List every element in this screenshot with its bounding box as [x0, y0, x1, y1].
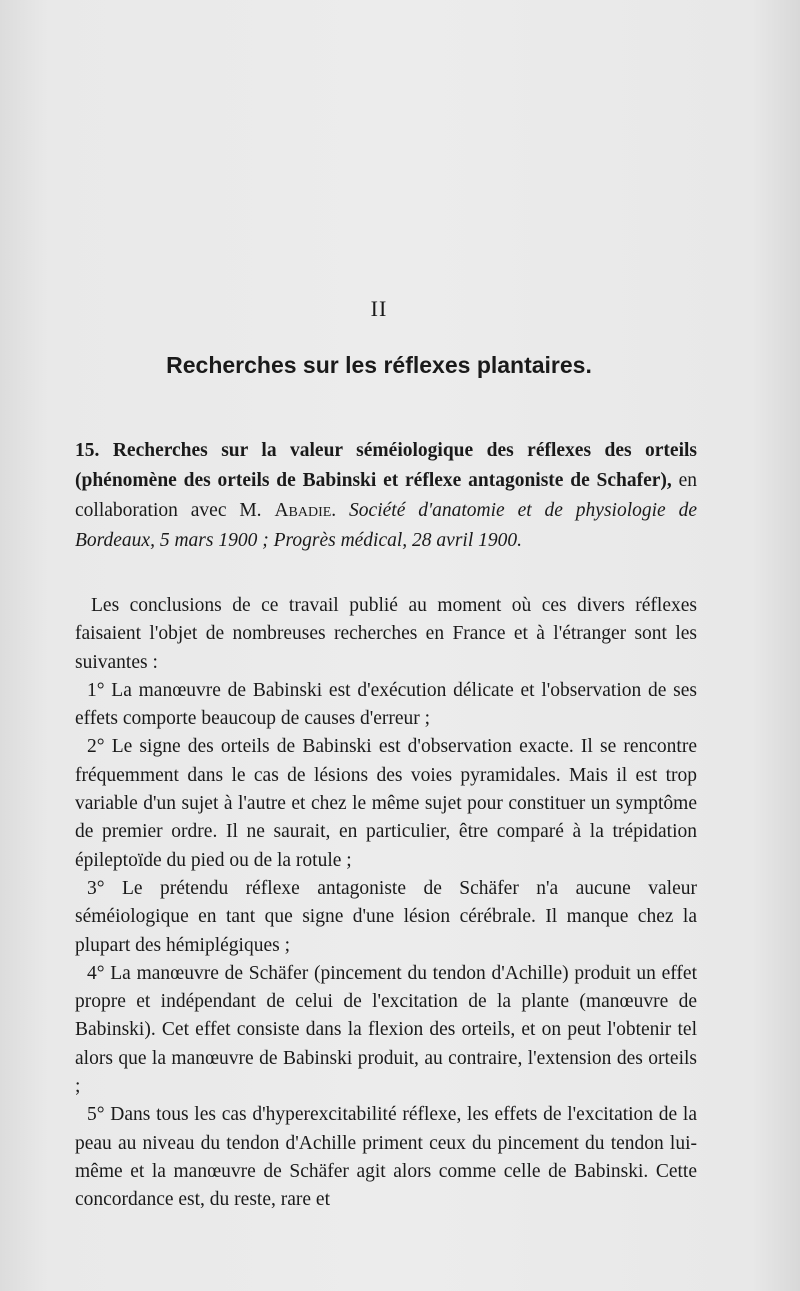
entry-source: Société d'anatomie et de physiologie de Bordeaux, 5 mars 1900 ; Progrès médical, 28 avril 1900.	[75, 500, 697, 551]
body-text	[75, 592, 697, 1215]
conclusion-point-4: 4° La manœuvre de Schäfer (pincement du tendon d'Achille) produit un effet propre et indépendant de celui de l'excitation de la plante (manœuvre de Babinski). Cet effet consiste dans la flexion des orteils, et on peut l'obtenir tel alors que la manœuvre de Babinski produit, au contraire, l'extension des orteils ;	[75, 962, 697, 1098]
entry-number: 15.	[75, 440, 100, 461]
entry-title: Recherches sur la valeur séméiologique des réflexes des orteils (phénomène des orteils de Babinski et réflexe antagoniste de Schafer),	[75, 440, 697, 491]
section-title: Recherches sur les réflexes plantaires.	[166, 352, 592, 378]
entry-collab-name: Abadie.	[274, 500, 337, 521]
conclusion-point-5: 5° Dans tous les cas d'hyperexcitabilité réflexe, les effets de l'excitation de la peau au niveau du tendon d'Achille priment ceux du pincement du tendon lui-même et la manœuvre de Schäfer agit alors comme celle de Babinski. Cette concordance est, du reste, rare et	[75, 1104, 697, 1211]
intro-paragraph: Les conclusions de ce travail publié au moment où ces divers réflexes faisaient l'objet de nombreuses recherches en France et à l'étranger sont les suivantes :	[75, 595, 697, 673]
entry-collab-prefix: en collaboration avec M.	[75, 470, 697, 521]
conclusion-point-2: 2° Le signe des orteils de Babinski est d'observation exacte. Il se rencontre fréquemment dans le cas de lésions des voies pyramidales. Mais il est trop variable d'un sujet à l'autre et chez le même sujet pour constituer un symptôme de premier ordre. Il ne saurait, en particulier, être comparé à la trépidation épileptoïde du pied ou de la rotule ;	[75, 736, 697, 871]
conclusion-point-3: 3° Le prétendu réflexe antagoniste de Schäfer n'a aucune valeur séméiologique en tant que signe d'une lésion cérébrale. Il manque chez la plupart des hémiplégiques ;	[75, 877, 697, 956]
bibliography-entry	[75, 436, 697, 556]
section-number: II	[370, 296, 388, 321]
conclusion-point-1: 1° La manœuvre de Babinski est d'exécution délicate et l'observation de ses effets comporte beaucoup de causes d'erreur ;	[75, 679, 697, 730]
